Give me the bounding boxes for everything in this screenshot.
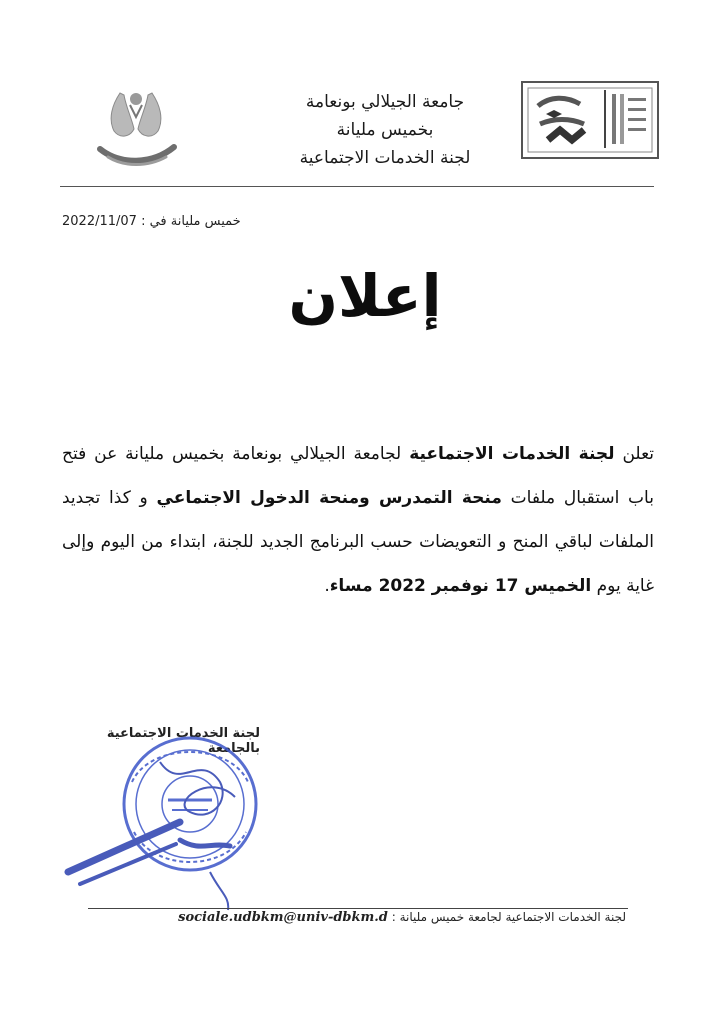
contact-email: sociale.udbkm@univ-dbkm.d: [178, 910, 388, 925]
university-name: جامعة الجيلالي بونعامة: [305, 92, 465, 112]
committee-name: لجنة الخدمات الاجتماعية: [299, 148, 471, 168]
university-city: بخميس مليانة: [336, 120, 434, 140]
announcement-title: إعلان: [288, 262, 442, 330]
body-bold-committee: لجنة الخدمات الاجتماعية: [409, 444, 615, 464]
university-logo: [520, 80, 660, 160]
official-stamp: [60, 722, 270, 912]
document-date: [62, 214, 262, 229]
date-value: 2022/11/07: [62, 214, 137, 229]
announcement-body: [62, 432, 654, 608]
body-text-3: و كذا تجديد الملفات لباقي المنح و التعويضات حسب البرنامج الجديد للجنة، ابتداء من اليوم وإلى غاية يوم: [62, 488, 654, 596]
footer: [90, 910, 626, 925]
footer-divider: [88, 908, 628, 909]
committee-logo: [90, 85, 182, 175]
header-divider: [60, 186, 654, 187]
body-text-4: .: [324, 576, 330, 596]
signature-label: لجنة الخدمات الاجتماعية بالجامعة: [106, 726, 260, 756]
date-prefix: خميس مليانة في :: [141, 214, 241, 229]
body-bold-deadline: الخميس 17 نوفمبر 2022 مساء: [329, 576, 592, 596]
university-header: [270, 88, 500, 172]
footer-label: لجنة الخدمات الاجتماعية لجامعة خميس مليانة :: [391, 910, 626, 924]
body-text-1: تعلن: [614, 444, 654, 464]
body-bold-grants: منحة التمدرس ومنحة الدخول الاجتماعي: [156, 488, 502, 508]
body-text-2: لجامعة الجيلالي بونعامة بخميس مليانة عن فتح باب استقبال ملفات: [62, 444, 654, 508]
